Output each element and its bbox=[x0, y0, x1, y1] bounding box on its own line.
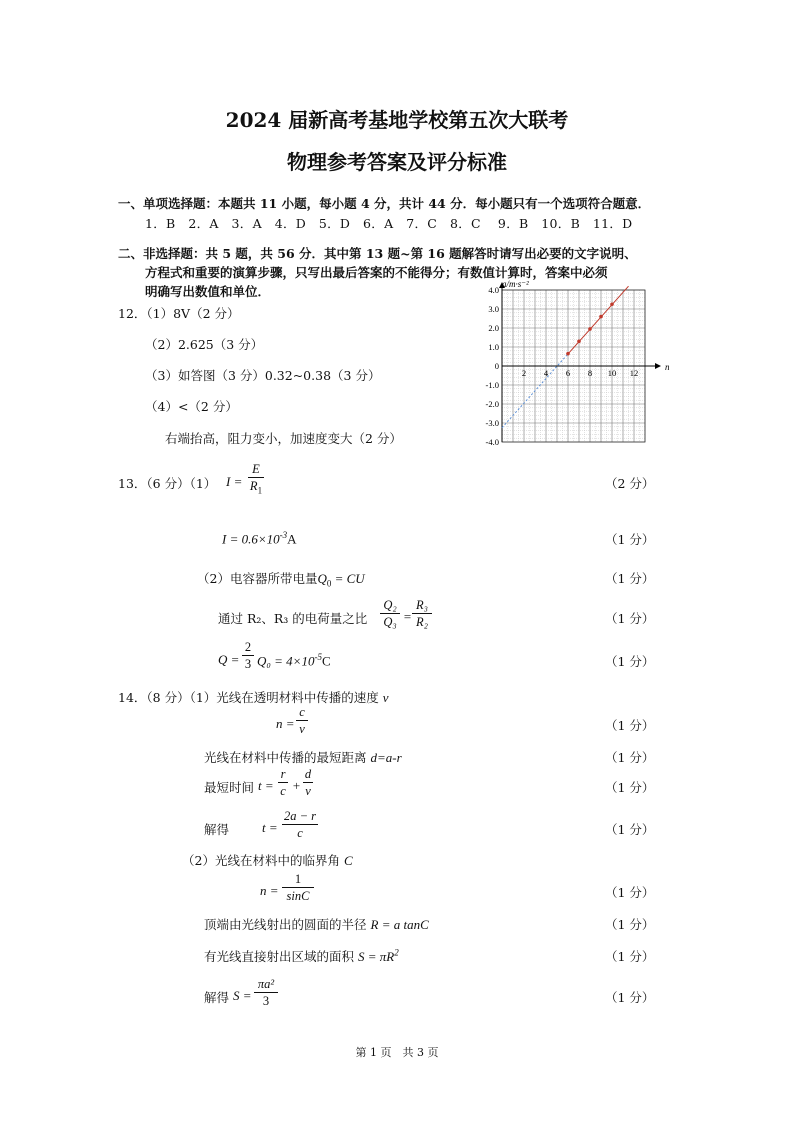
q13-ratio-lnum: Q₂ bbox=[383, 598, 397, 612]
q14-score-7: （1 分） bbox=[605, 949, 655, 964]
q14-crit-lhs: n = bbox=[260, 883, 279, 898]
q14-time-f2-den: v bbox=[305, 784, 311, 798]
q12-line1: 12．（1）8V（2 分） bbox=[118, 306, 240, 321]
chart-x-tick-label: 4 bbox=[543, 368, 549, 378]
q13-eq1-den-sub: 1 bbox=[257, 485, 263, 496]
q13-ratio-lden: Q₃ bbox=[383, 615, 397, 629]
chart-data-point bbox=[577, 340, 581, 344]
q14-final-lhs: S = bbox=[233, 988, 252, 1003]
q12-line5: 右端抬高，阻力变小，加速度变大（2 分） bbox=[165, 431, 402, 446]
q13-final-fraction bbox=[242, 640, 254, 671]
q14-radius bbox=[204, 915, 429, 933]
chart-y-tick-label: 3.0 bbox=[488, 304, 499, 314]
q13-eq1-fraction bbox=[248, 462, 264, 498]
q14-score-6: （1 分） bbox=[605, 917, 655, 932]
q13-ratio-rden: R₂ bbox=[416, 615, 428, 629]
q14-part2-var: C bbox=[343, 853, 353, 868]
q13-final-rhs bbox=[257, 652, 331, 669]
q14-score-3: （1 分） bbox=[605, 780, 655, 795]
chart-y-tick-label: -4.0 bbox=[485, 437, 499, 447]
q13-final-rhs-text: Q₀ = 4×10 bbox=[257, 653, 315, 669]
q14-label-var: v bbox=[382, 690, 389, 705]
q14-n-lhs: n = bbox=[276, 716, 295, 731]
q14-score-5: （1 分） bbox=[605, 885, 655, 900]
q13-eq2-unit: A bbox=[287, 531, 297, 547]
chart-data-point bbox=[610, 302, 614, 306]
q13-label: 13．（6 分）（1） bbox=[118, 476, 217, 491]
chart-x-tick-label: 8 bbox=[587, 368, 593, 378]
q14-score-4: （1 分） bbox=[605, 822, 655, 837]
section2-heading-line3: 明确写出数值和单位． bbox=[145, 284, 271, 299]
chart-x-tick-label: 2 bbox=[521, 368, 527, 378]
q13-eq1-den: R bbox=[249, 479, 258, 493]
q13-eq2-text: I = 0.6×10 bbox=[222, 531, 280, 547]
q13-ratio-eq: = bbox=[403, 609, 412, 624]
section2-heading-line2: 方程式和重要的演算步骤，只写出最后答案的不能得分；有数值计算时，答案中必须 bbox=[145, 265, 608, 280]
q14-n-den: v bbox=[299, 722, 305, 736]
q14-part2 bbox=[182, 851, 353, 869]
q14-n-fraction bbox=[296, 705, 308, 736]
q12-line2: （2）2.625（3 分） bbox=[145, 337, 264, 352]
q13-part2 bbox=[197, 569, 365, 589]
q14-area-sup: 2 bbox=[394, 947, 399, 958]
q14-final-fraction bbox=[254, 977, 278, 1008]
q14-part2-text: （2）光线在材料中的临界角 bbox=[182, 853, 340, 868]
q14-time-lhs: t = bbox=[258, 778, 274, 793]
q12-line4: （4）<（2 分） bbox=[145, 399, 238, 414]
q13-eq2-sup: -3 bbox=[279, 530, 288, 540]
q12-line3: （3）如答图（3 分）0.32~0.38（3 分） bbox=[145, 368, 381, 383]
q13-final-unit: C bbox=[321, 653, 331, 669]
q14-area bbox=[204, 947, 399, 965]
q14-time-f2-num: d bbox=[304, 767, 312, 781]
chart-fit-line bbox=[502, 286, 629, 428]
q14-time-f1-num: r bbox=[280, 767, 286, 781]
q14-dist-text: 光线在材料中传播的最短距离 bbox=[204, 750, 367, 765]
q14-radius-eq: R = a tanC bbox=[370, 917, 429, 932]
q14-solve-lhs: t = bbox=[262, 820, 278, 835]
q13-score-4: （1 分） bbox=[605, 611, 655, 626]
chart-y-tick-label: -3.0 bbox=[485, 418, 499, 428]
q14-solve-fraction bbox=[282, 809, 318, 840]
chart-data-point bbox=[588, 327, 592, 331]
q13-part2-eq: Q bbox=[317, 571, 327, 586]
page-footer: 第 1 页 共 3 页 bbox=[355, 1046, 439, 1059]
q13-final-sup: -5 bbox=[314, 652, 322, 662]
q13-eq2 bbox=[222, 530, 297, 547]
q13-eq1-lhs: I = bbox=[226, 474, 243, 489]
section1-answers: 1．B 2．A 3．A 4．D 5．D 6．A 7．C 8．C 9．B 10．B 11．D bbox=[145, 216, 633, 231]
q14-crit-num: 1 bbox=[294, 872, 302, 886]
q13-part2-rhs: = CU bbox=[331, 571, 365, 586]
chart-y-tick-label: 4.0 bbox=[488, 285, 499, 295]
q14-score-8: （1 分） bbox=[605, 990, 655, 1005]
q14-time-f1-den: c bbox=[280, 784, 286, 798]
section2-heading-line1: 二、非选择题：共 5 题，共 56 分．其中第 13 题~第 16 题解答时请写出必要的文字说明、 bbox=[118, 246, 637, 261]
q14-final-num: πa² bbox=[257, 977, 275, 991]
chart-y-tick-label: -1.0 bbox=[485, 380, 499, 390]
chart-xlabel: n bbox=[665, 362, 670, 372]
chart-x-tick-label: 6 bbox=[565, 368, 571, 378]
q14-solve-text: 解得 bbox=[204, 822, 230, 837]
q14-time-text: 最短时间 bbox=[204, 780, 255, 795]
acceleration-chart bbox=[470, 278, 680, 450]
page-title: 2024 届新高考基地学校第五次大联考 bbox=[225, 108, 569, 132]
q13-ratio-text: 通过 R₂、R₃ 的电荷量之比 bbox=[218, 611, 368, 626]
q14-radius-text: 顶端由光线射出的圆面的半径 bbox=[204, 917, 367, 932]
chart-data-point bbox=[566, 352, 570, 356]
q13-ratio-left bbox=[380, 598, 400, 629]
q13-final-lhs: Q = bbox=[218, 652, 240, 667]
q14-solve-den: c bbox=[297, 826, 303, 840]
q13-eq1-num: E bbox=[252, 462, 260, 476]
chart-y-tick-label: 1.0 bbox=[488, 342, 499, 352]
q14-area-text: 有光线直接射出区域的面积 bbox=[204, 949, 355, 964]
q13-final-num: 2 bbox=[244, 640, 252, 654]
q14-time-frac2 bbox=[303, 767, 313, 798]
q13-part2-sub: 0 bbox=[326, 578, 332, 589]
q13-score-3: （1 分） bbox=[605, 571, 655, 586]
q14-label bbox=[118, 688, 389, 706]
q13-score-2: （1 分） bbox=[605, 532, 655, 547]
q14-score-2: （1 分） bbox=[605, 750, 655, 765]
q14-crit-fraction bbox=[282, 872, 314, 903]
q13-score-5: （1 分） bbox=[605, 654, 655, 669]
q14-time-frac1 bbox=[278, 767, 288, 798]
chart-fit-line-data bbox=[568, 286, 629, 354]
q14-crit-den: sinC bbox=[286, 889, 310, 903]
q14-solve-num: 2a − r bbox=[283, 809, 317, 823]
q13-part2-text: （2）电容器所带电量 bbox=[197, 571, 318, 586]
q13-ratio-right bbox=[412, 598, 432, 629]
q14-label-text: 14．（8 分）（1）光线在透明材料中传播的速度 bbox=[118, 690, 379, 705]
q14-final-den: 3 bbox=[262, 994, 270, 1008]
chart-y-tick-label: 2.0 bbox=[488, 323, 499, 333]
q14-n-num: c bbox=[299, 705, 305, 719]
q14-time-plus: + bbox=[292, 778, 301, 793]
chart-x-tick-label: 10 bbox=[607, 368, 617, 378]
q14-final-text: 解得 bbox=[204, 990, 230, 1005]
q14-dist bbox=[204, 748, 402, 766]
q14-dist-eq: d=a-r bbox=[370, 750, 402, 765]
chart-x-arrow bbox=[655, 363, 661, 369]
q14-area-eq: S = πR bbox=[358, 949, 395, 964]
page-subtitle: 物理参考答案及评分标准 bbox=[287, 150, 507, 174]
section1-heading: 一、单项选择题：本题共 11 小题，每小题 4 分，共计 44 分．每小题只有一个选项符合题意． bbox=[118, 196, 651, 211]
chart-y-tick-label: 0 bbox=[494, 361, 499, 371]
chart-ylabel: a/m·s⁻² bbox=[502, 279, 529, 289]
q13-score-1: （2 分） bbox=[605, 476, 655, 491]
q14-score-1: （1 分） bbox=[605, 718, 655, 733]
q13-final-den: 3 bbox=[244, 657, 252, 671]
q13-ratio-rnum: R₃ bbox=[416, 598, 428, 612]
chart-y-tick-label: -2.0 bbox=[485, 399, 499, 409]
chart-x-tick-label: 12 bbox=[629, 368, 639, 378]
chart-data-point bbox=[599, 315, 603, 319]
